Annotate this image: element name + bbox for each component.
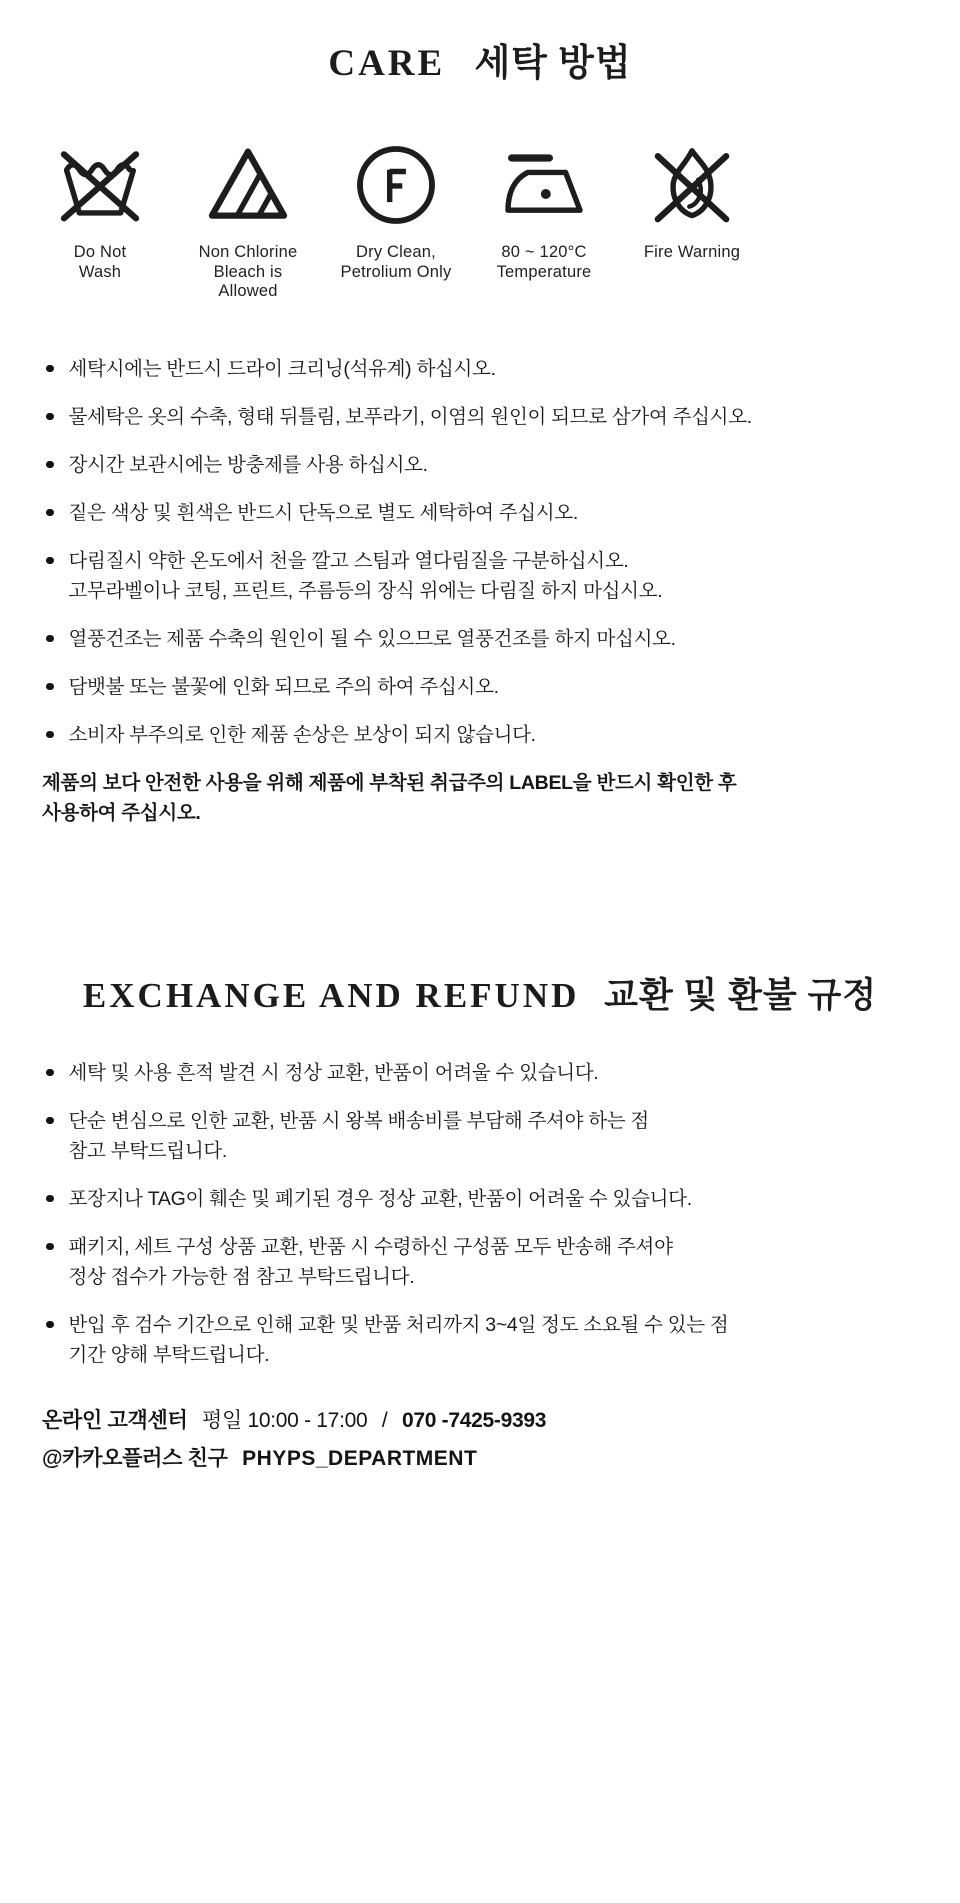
- iron-temperature-icon: [497, 140, 591, 230]
- care-symbol-dry-clean-f: [322, 140, 470, 302]
- care-symbol-label: Fire Warning: [643, 243, 741, 261]
- bullet-dot-icon: [46, 557, 54, 565]
- care-instruction-item: [46, 720, 922, 750]
- refund-policy-item: [46, 1184, 922, 1214]
- care-instruction-item-text: 소비자 부주의로 인한 제품 손상은 보상이 되지 않습니다.: [68, 723, 536, 746]
- care-symbol-label: Non Chlorine Bleach is Allowed: [198, 243, 298, 300]
- care-title-en: CARE: [328, 43, 446, 84]
- care-symbol-label: Dry Clean, Petrolium Only: [340, 243, 452, 281]
- bullet-dot-icon: [46, 683, 54, 691]
- bullet-dot-icon: [46, 365, 54, 373]
- refund-policy-item-text: 패키지, 세트 구성 상품 교환, 반품 시 수령하신 구성품 모두 반송해 주셔야 정상 접수가 가능한 점 참고 부탁드립니다.: [68, 1235, 673, 1288]
- care-symbol-fire-warning: [618, 140, 766, 302]
- bullet-dot-icon: [46, 509, 54, 517]
- care-label-notice: 제품의 보다 안전한 사용을 위해 제품에 부착된 취급주의 LABEL을 반드시 확인한 후 사용하여 주십시오.: [42, 771, 737, 824]
- refund-policy-item: [46, 1058, 922, 1088]
- bullet-dot-icon: [46, 1195, 54, 1203]
- care-instruction-item: [46, 402, 922, 432]
- bullet-dot-icon: [46, 731, 54, 739]
- bullet-dot-icon: [46, 1069, 54, 1077]
- care-instruction-item: [46, 546, 922, 606]
- customer-service-footer: [42, 1406, 960, 1474]
- bullet-dot-icon: [46, 461, 54, 469]
- bullet-dot-icon: [46, 1117, 54, 1125]
- refund-policy-list: [0, 1058, 960, 1370]
- care-symbol-iron-temperature: [470, 140, 618, 302]
- care-instruction-item-text: 짙은 색상 및 흰색은 반드시 단독으로 별도 세탁하여 주십시오.: [68, 501, 578, 524]
- care-instruction-item-text: 장시간 보관시에는 방충제를 사용 하십시오.: [68, 453, 428, 476]
- care-instruction-item: [46, 624, 922, 654]
- customer-center-line: [42, 1406, 960, 1436]
- bullet-dot-icon: [46, 413, 54, 421]
- bullet-dot-icon: [46, 635, 54, 643]
- care-symbol-do-not-wash: [26, 140, 174, 302]
- hours-phone-separator: /: [381, 1408, 388, 1432]
- refund-policy-item: [46, 1310, 922, 1370]
- kakao-id: PHYPS_DEPARTMENT: [242, 1446, 478, 1470]
- care-instruction-item: [46, 354, 922, 384]
- refund-policy-item-text: 포장지나 TAG이 훼손 및 폐기된 경우 정상 교환, 반품이 어려울 수 있습니다.: [68, 1187, 692, 1210]
- care-instruction-item: [46, 672, 922, 702]
- kakao-line: [42, 1444, 960, 1474]
- care-symbols-row: [0, 140, 960, 302]
- refund-title-ko: 교환 및 환불 규정: [604, 975, 878, 1015]
- care-symbol-label: Do Not Wash: [73, 243, 127, 281]
- care-instruction-item-text: 열풍건조는 제품 수축의 원인이 될 수 있으므로 열풍건조를 하지 마십시오.: [68, 627, 676, 650]
- refund-policy-item: [46, 1106, 922, 1166]
- care-instruction-item: [46, 450, 922, 480]
- customer-center-label: 온라인 고객센터: [42, 1408, 188, 1432]
- bullet-dot-icon: [46, 1243, 54, 1251]
- care-symbol-non-chlorine-bleach: [174, 140, 322, 302]
- care-instruction-item-text: 물세탁은 옷의 수축, 형태 뒤틀림, 보푸라기, 이염의 원인이 되므로 삼가여 주십시오.: [68, 405, 752, 428]
- refund-policy-item-text: 세탁 및 사용 흔적 발견 시 정상 교환, 반품이 어려울 수 있습니다.: [68, 1061, 599, 1084]
- refund-section-title: [0, 968, 960, 1018]
- refund-title-en: EXCHANGE AND REFUND: [82, 975, 580, 1015]
- care-section-title: [0, 0, 960, 86]
- care-instructions-list: [0, 354, 960, 750]
- do-not-wash-icon: [54, 140, 146, 230]
- care-instruction-item-text: 다림질시 약한 온도에서 천을 깔고 스팀과 열다림질을 구분하십시오. 고무라벨이나 코팅, 프린트, 주름등의 장식 위에는 다림질 하지 마십시오.: [68, 549, 663, 602]
- bullet-dot-icon: [46, 1321, 54, 1329]
- care-symbol-label: 80 ~ 120°C Temperature: [496, 243, 592, 281]
- fire-warning-icon: [646, 140, 738, 230]
- care-instruction-item-text: 담뱃불 또는 불꽃에 인화 되므로 주의 하여 주십시오.: [68, 675, 499, 698]
- refund-policy-item-text: 반입 후 검수 기간으로 인해 교환 및 반품 처리까지 3~4일 정도 소요될 수 있는 점 기간 양해 부탁드립니다.: [68, 1313, 729, 1366]
- refund-policy-item: [46, 1232, 922, 1292]
- customer-center-phone: 070 -7425-9393: [402, 1408, 547, 1432]
- non-chlorine-bleach-icon: [202, 140, 294, 230]
- care-instruction-item: [46, 498, 922, 528]
- care-instruction-item-text: 세탁시에는 반드시 드라이 크리닝(석유계) 하십시오.: [68, 357, 496, 380]
- customer-center-hours: 평일 10:00 - 17:00: [201, 1408, 368, 1432]
- care-title-ko: 세탁 방법: [474, 43, 632, 84]
- refund-policy-item-text: 단순 변심으로 인한 교환, 반품 시 왕복 배송비를 부담해 주셔야 하는 점 참고 부탁드립니다.: [68, 1109, 649, 1162]
- dry-clean-f-icon: [351, 140, 441, 230]
- kakao-label: @카카오플러스 친구: [42, 1446, 228, 1470]
